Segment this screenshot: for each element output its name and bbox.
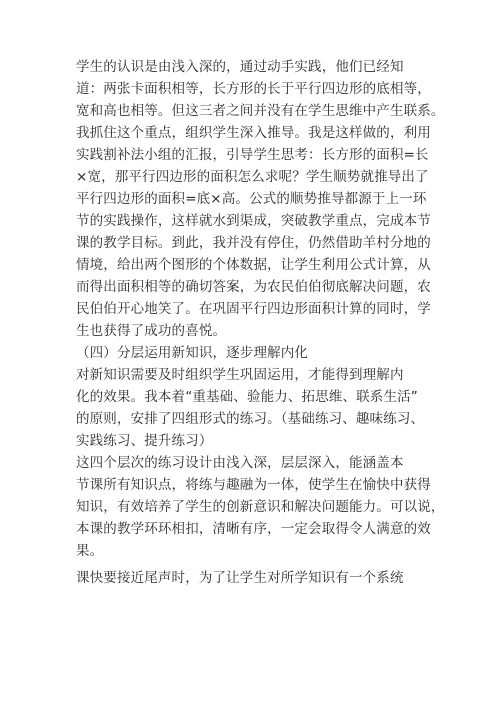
text-line: 果。 [76,543,104,559]
text-line: 学生的认识是由浅入深的，通过动手实践，他们已经知 [76,59,404,75]
text-line: 生也获得了成功的喜悦。 [76,323,227,339]
text-line: 节课所有知识点，将练与趣融为一体，使学生在愉快中获得 [76,477,431,493]
text-line: 道：两张卡面积相等，长方形的长于平行四边形的底相等， [76,81,431,97]
text-line: 知识，有效培养了学生的创新意识和解决问题能力。可以说， [76,499,445,515]
text-line: 实践练习、提升练习） [76,433,213,449]
text-line: 情境，给出两个图形的个体数据，让学生利用公式计算，从 [76,257,431,273]
text-line: 我抓住这个重点，组织学生深入推导。我是这样做的，利用 [76,125,431,141]
body-text [76,56,445,589]
text-line: 实践割补法小组的汇报，引导学生思考：长方形的面积=长 [76,147,429,163]
text-line: ×宽，那平行四边形的面积怎么求呢？学生顺势就推导出了 [76,169,429,185]
text-line: 本课的教学环环相扣，清晰有序，一定会取得令人满意的效 [76,521,431,537]
text-line: 而得出面积相等的确切答案，为农民伯伯彻底解决问题，农 [76,279,431,295]
text-line: 平行四边形的面积=底×高。公式的顺势推导都源于上一环 [76,191,427,207]
text-line: 宽和高也相等。但这三者之间并没有在学生思维中产生联系。 [76,103,445,119]
text-line: 课快要接近尾声时，为了让学生对所学知识有一个系统 [76,570,404,586]
text-line: 的原则，安排了四组形式的练习。（基础练习、趣味练习、 [76,411,425,427]
text-line: 民伯伯开心地笑了。在巩固平行四边形面积计算的同时，学 [76,301,431,317]
text-line: 这四个层次的练习设计由浅入深，层层深入，能涵盖本 [76,455,404,471]
text-line: 化的效果。我本着“重基础、验能力、拓思维、联系生活” [76,389,418,405]
section-heading: （四）分层运用新知识，逐步理解内化 [76,345,309,361]
text-line: 课的教学目标。到此，我并没有停住，仍然借助羊村分地的 [76,235,431,251]
text-line: 对新知识需要及时组织学生巩固运用，才能得到理解内 [76,367,404,383]
text-line: 节的实践操作，这样就水到渠成，突破教学重点，完成本节 [76,213,431,229]
